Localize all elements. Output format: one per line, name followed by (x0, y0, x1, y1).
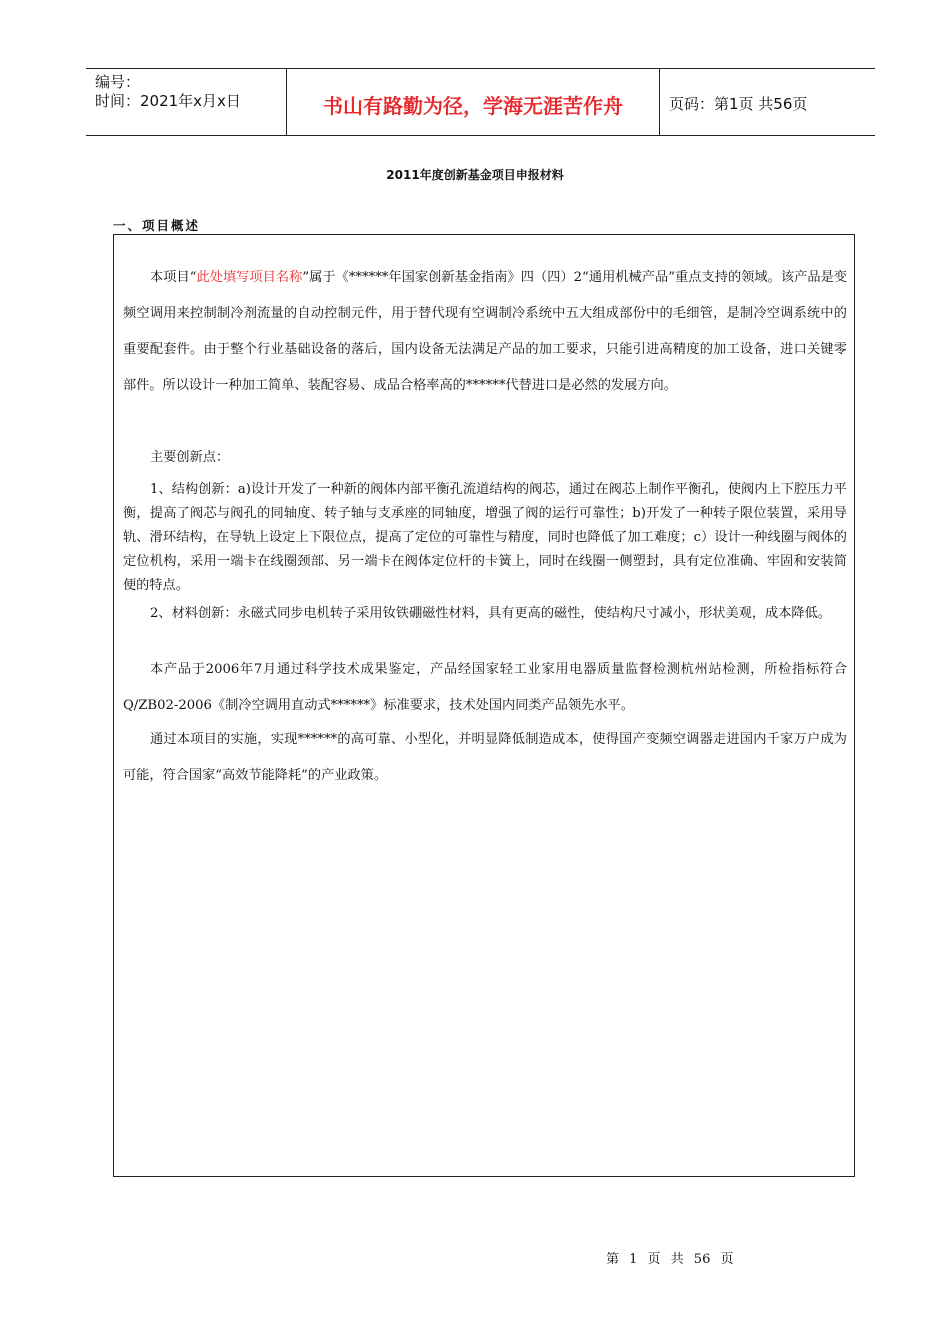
header-motto: 书山有路勤为径，学海无涯苦作舟 (287, 69, 660, 135)
page-footer: 第 1 页 共 56 页 (606, 1252, 734, 1267)
document-number-label: 编号： (95, 73, 141, 91)
document-date-label: 时间：2021年x月x日 (95, 92, 241, 110)
header-page-label: 页码：第1页 共56页 (669, 94, 808, 113)
paragraph-structural-innovation: 1、结构创新：a)设计开发了一种新的阀体内部平衡孔流道结构的阀芯，通过在阀芯上制作平衡孔，使阀内上下腔压力平衡，提高了阀芯与阀孔的同轴度、转子轴与支承座的同轴度，增强了阀的运行可靠性；b)开发了一种转子限位装置，采用导轨、滑环结构，在导轨上设定上下限位点，提高了定位的可靠性与精度，同时也降低了加工难度；c）设计一种线圈与阀体的定位机构，采用一端卡在线圈颈部、另一端卡在阀体定位杆的卡簧上，同时在线圈一侧塑封，具有定位准确、牢固和安装简便的特点。 (123, 482, 847, 593)
paragraph-material-innovation: 2、材料创新：永磁式同步电机转子采用钕铁硼磁性材料，具有更高的磁性，使结构尺寸减小，形状美观，成本降低。 (150, 606, 831, 621)
project-name-placeholder: 此处填写项目名称 (196, 270, 303, 285)
intro-prefix: 本项目“ (150, 270, 197, 285)
page-header (86, 68, 875, 136)
header-meta (86, 69, 287, 135)
intro-rest: ”属于《******年国家创新基金指南》四（四）2“通用机械产品”重点支持的领域。该产品是变频空调用来控制制冷剂流量的自动控制元件，用于替代现有空调制冷系统中五大组成部份中的毛细管，是制冷空调系统中的重要配套件。由于整个行业基础设备的落后，国内设备无法满足产品的加工要求，只能引进高精度的加工设备，进口关键零部件。所以设计一种加工简单、装配容易、成品合格率高的******代替进口是必然的发展方向。 (123, 270, 847, 393)
paragraph-intro (123, 260, 847, 404)
paragraph-innovations-heading: 主要创新点： (150, 450, 230, 465)
document-title: 2011年度创新基金项目申报材料 (386, 168, 564, 182)
paragraph-implementation: 通过本项目的实施，实现******的高可靠、小型化，并明显降低制造成本，使得国产变频空调器走进国内千家万户成为可能，符合国家“高效节能降耗”的产业政策。 (123, 732, 847, 783)
section-heading: 一、项目概述 (113, 218, 201, 233)
paragraph-certification: 本产品于2006年7月通过科学技术成果鉴定，产品经国家轻工业家用电器质量监督检测杭州站检测，所检指标符合Q/ZB02-2006《制冷空调用直动式******》标准要求，技术处国内同类产品领先水平。 (123, 662, 847, 713)
